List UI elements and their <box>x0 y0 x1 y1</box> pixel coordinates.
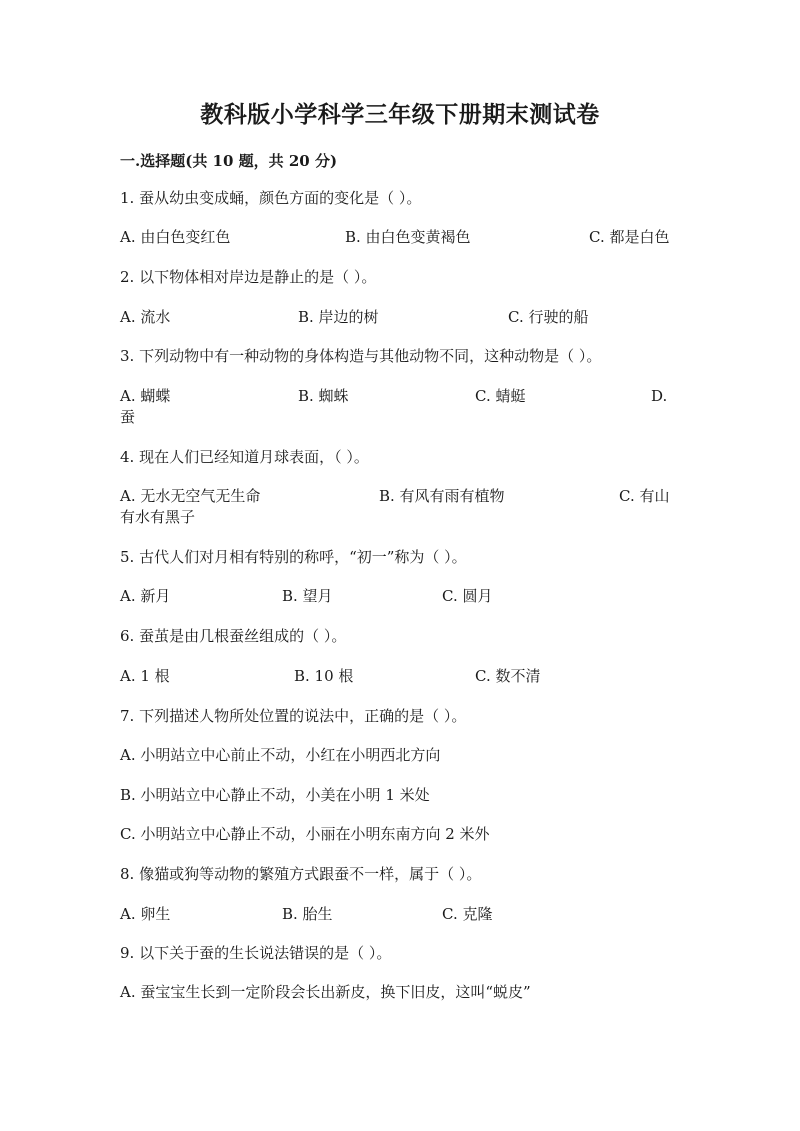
option-a: A. 流水 <box>120 308 171 326</box>
option-b: B. 岸边的树 <box>298 308 379 326</box>
question-5: 5. 古代人们对月相有特别的称呼，“初一”称为（ ）。 <box>120 548 467 566</box>
option-c: C. 都是白色 <box>589 228 670 246</box>
page-title: 教科版小学科学三年级下册期末测试卷 <box>200 101 600 128</box>
option-c: C. 小明站立中心静止不动，小丽在小明东南方向 2 米外 <box>120 825 490 843</box>
option-b: B. 由白色变黄褐色 <box>345 228 471 246</box>
option-c: C. 有山 <box>619 487 670 505</box>
option-d-continued: 蚕 <box>120 408 136 426</box>
question-4: 4. 现在人们已经知道月球表面，（ ）。 <box>120 448 369 466</box>
option-a: A. 卵生 <box>120 905 171 923</box>
question-7: 7. 下列描述人物所处位置的说法中，正确的是（ ）。 <box>120 707 467 725</box>
option-a: A. 新月 <box>120 587 171 605</box>
option-a: A. 1 根 <box>120 667 170 685</box>
option-b: B. 有风有雨有植物 <box>379 487 505 505</box>
option-c-continued: 有水有黑子 <box>120 508 196 526</box>
option-c: C. 克隆 <box>442 905 493 923</box>
option-c: C. 数不清 <box>475 667 541 685</box>
question-6: 6. 蚕茧是由几根蚕丝组成的（ ）。 <box>120 627 347 645</box>
option-a: A. 蚕宝宝生长到一定阶段会长出新皮，换下旧皮，这叫“蜕皮” <box>120 983 531 1001</box>
option-b: B. 胎生 <box>282 905 333 923</box>
option-a: A. 无水无空气无生命 <box>120 487 261 505</box>
question-2: 2. 以下物体相对岸边是静止的是（ ）。 <box>120 268 377 286</box>
option-b: B. 望月 <box>282 587 333 605</box>
option-a: A. 蝴蝶 <box>120 387 171 405</box>
option-c: C. 蜻蜓 <box>475 387 526 405</box>
option-b: B. 蜘蛛 <box>298 387 349 405</box>
question-1: 1. 蚕从幼虫变成蛹，颜色方面的变化是（ ）。 <box>120 189 422 207</box>
option-c: C. 圆月 <box>442 587 493 605</box>
section-heading: 一.选择题(共 10 题，共 20 分) <box>120 152 338 170</box>
option-a: A. 小明站立中心前止不动，小红在小明西北方向 <box>120 746 441 764</box>
option-b: B. 小明站立中心静止不动，小美在小明 1 米处 <box>120 786 430 804</box>
option-d: D. <box>651 387 668 405</box>
question-9: 9. 以下关于蚕的生长说法错误的是（ ）。 <box>120 944 392 962</box>
question-3: 3. 下列动物中有一种动物的身体构造与其他动物不同，这种动物是（ ）。 <box>120 347 602 365</box>
question-8: 8. 像猫或狗等动物的繁殖方式跟蚕不一样，属于（ ）。 <box>120 865 482 883</box>
option-c: C. 行驶的船 <box>508 308 589 326</box>
option-b: B. 10 根 <box>294 667 354 685</box>
option-a: A. 由白色变红色 <box>120 228 231 246</box>
